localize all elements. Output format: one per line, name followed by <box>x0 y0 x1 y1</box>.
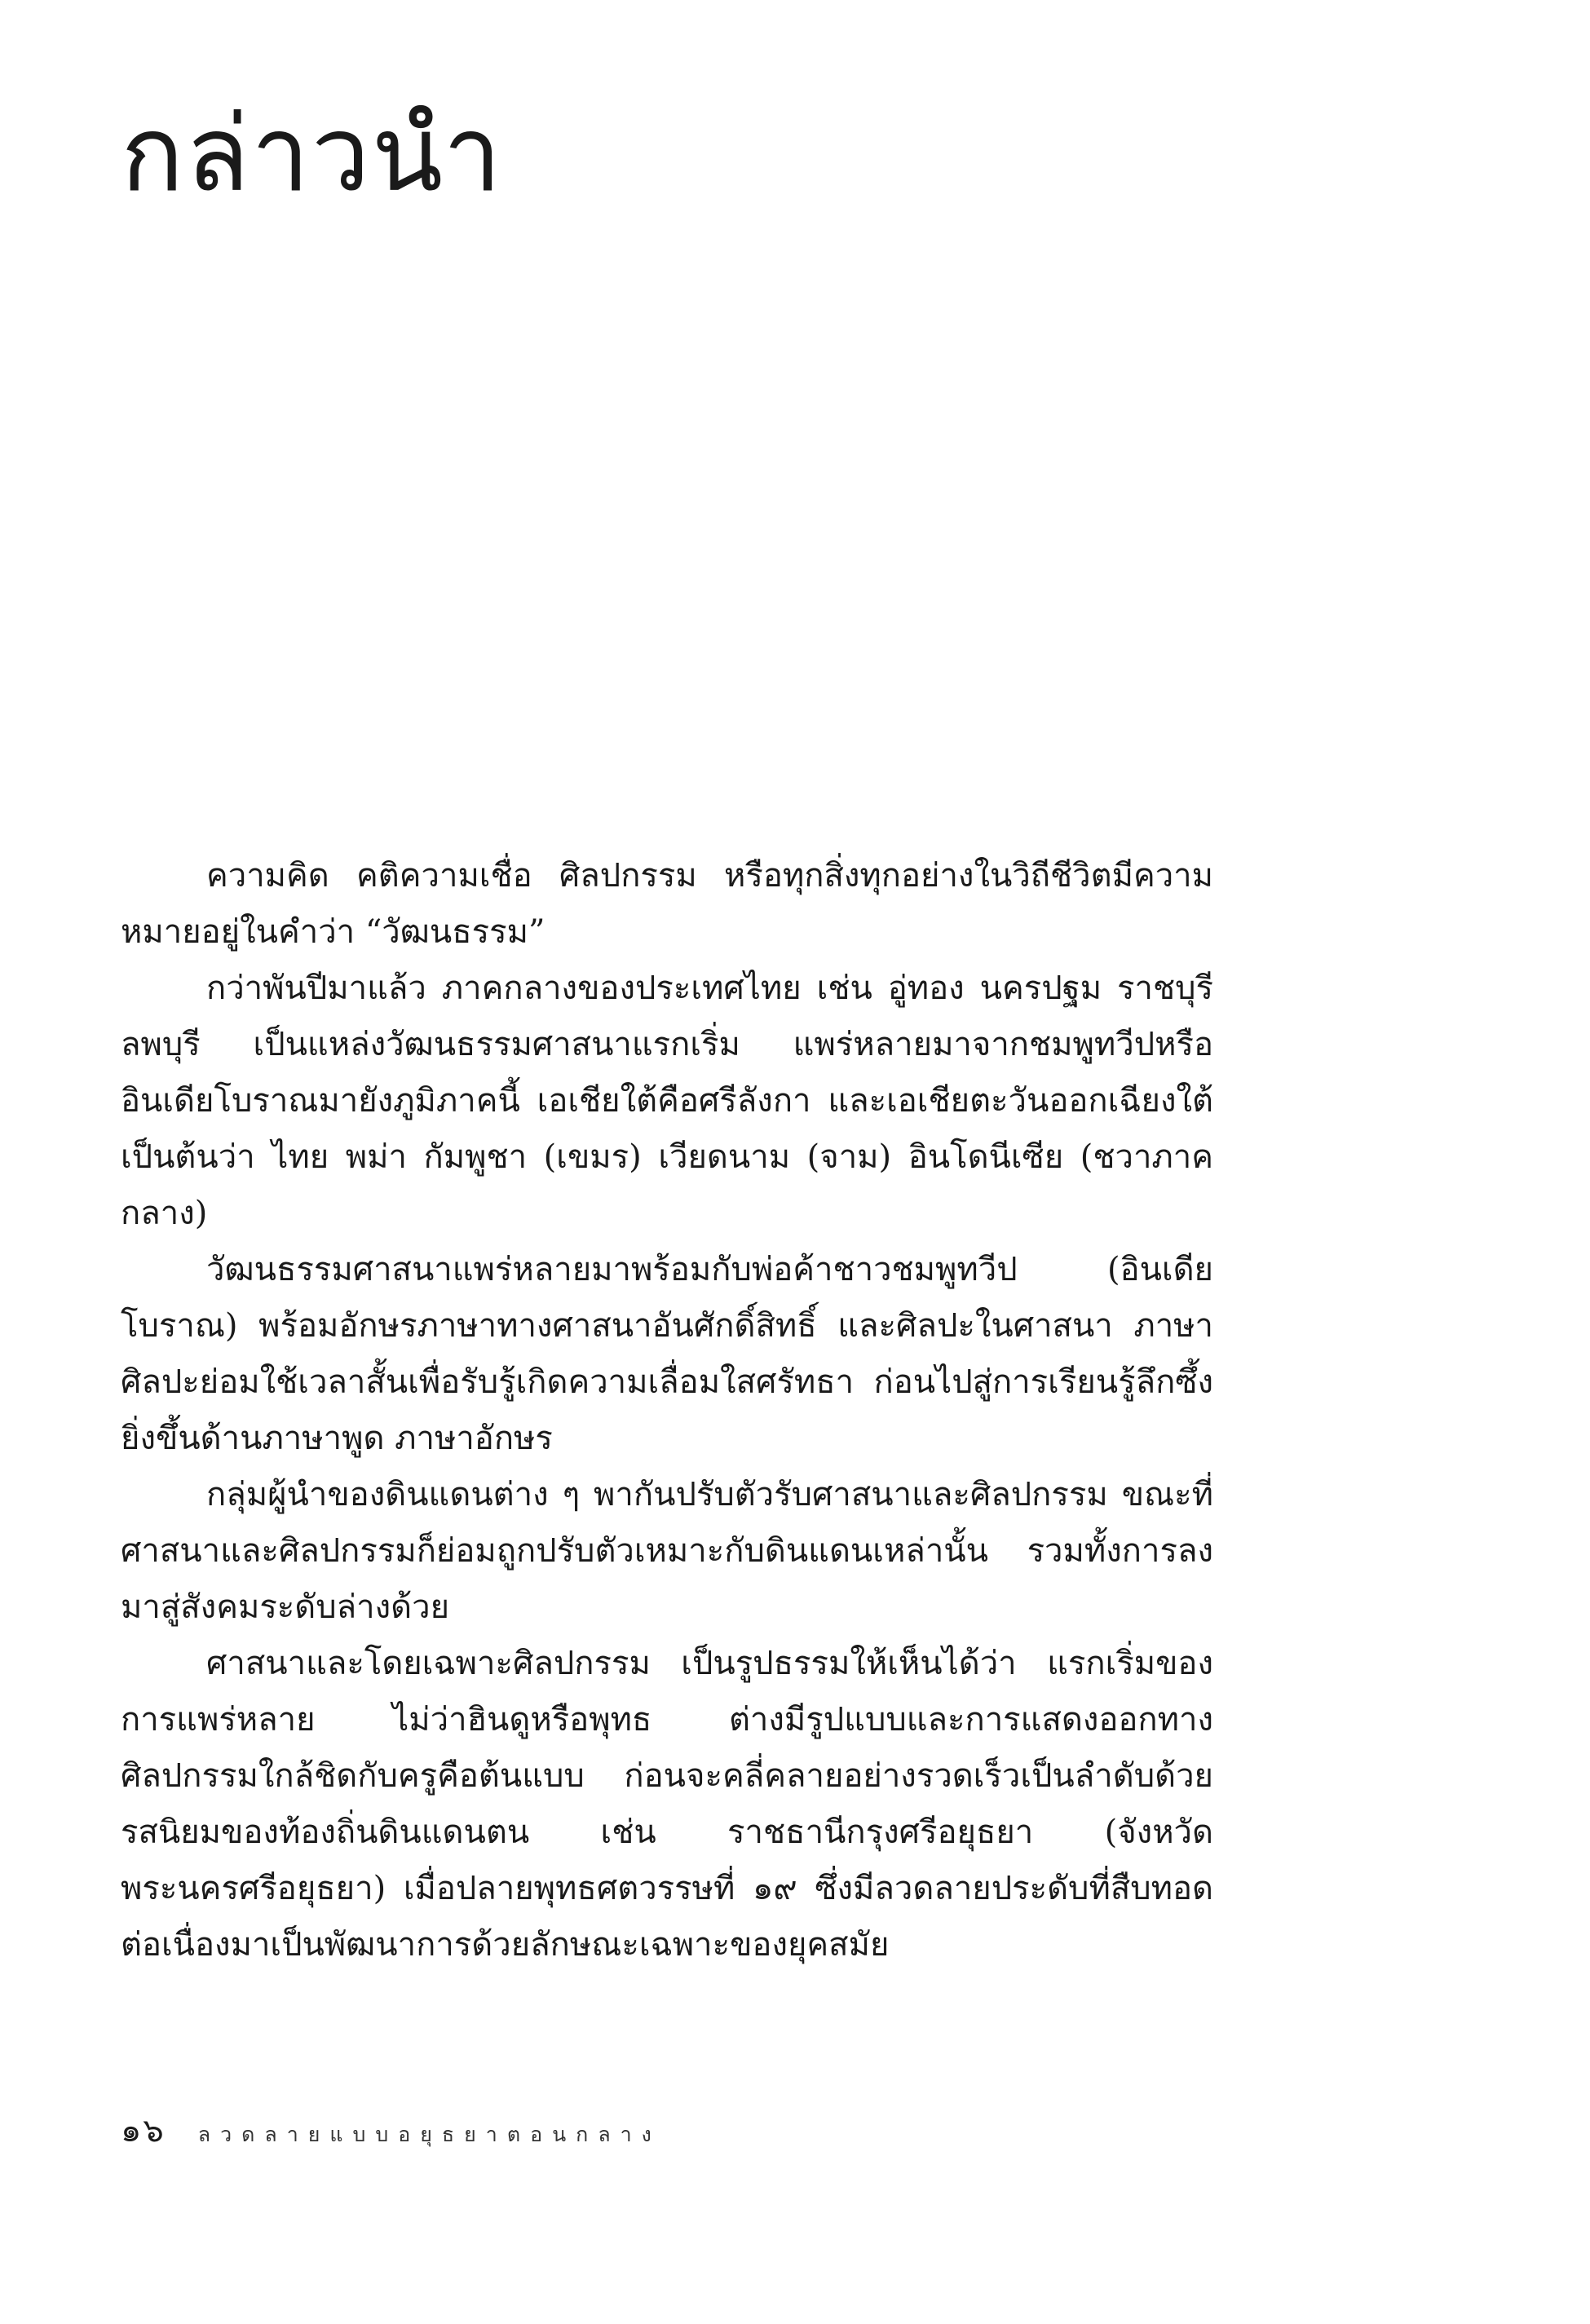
body-text <box>121 848 1213 1973</box>
running-title: ลวดลายแบบอยุธยาตอนกลาง <box>197 2123 661 2146</box>
paragraph: ศาสนาและโดยเฉพาะศิลปกรรม เป็นรูปธรรมให้เห็นได้ว่า แรกเริ่มของการแพร่หลาย ไม่ว่าฮินดูหรือพุทธ ต่างมีรูปแบบและการแสดงออกทางศิลปกรรมใกล้ชิดกับครูคือต้นแบบ ก่อนจะคลี่คลายอย่างรวดเร็วเป็นลำดับด้วยรสนิยมของท้องถิ่นดินแดนตน เช่น ราชธานีกรุงศรีอยุธยา (จังหวัดพระนครศรีอยุธยา) เมื่อปลายพุทธศตวรรษที่ ๑๙ ซึ่งมีลวดลายประดับที่สืบทอดต่อเนื่องมาเป็นพัฒนาการด้วยลักษณะเฉพาะของยุคสมัย <box>121 1645 1213 1964</box>
paragraph: กลุ่มผู้นำของดินแดนต่าง ๆ พากันปรับตัวรับศาสนาและศิลปกรรม ขณะที่ศาสนาและศิลปกรรมก็ย่อมถูกปรับตัวเหมาะกับดินแดนเหล่านั้น รวมทั้งการลงมาสู่สังคมระดับล่างด้วย <box>121 1476 1213 1626</box>
page-number: ๑๖ <box>121 2112 166 2149</box>
paragraph: ความคิด คติความเชื่อ ศิลปกรรม หรือทุกสิ่งทุกอย่างในวิถีชีวิตมีความหมายอยู่ในคำว่า “วัฒนธรรม” <box>121 857 1213 951</box>
paragraph: วัฒนธรรมศาสนาแพร่หลายมาพร้อมกับพ่อค้าชาวชมพูทวีป (อินเดียโบราณ) พร้อมอักษรภาษาทางศาสนาอันศักดิ์สิทธิ์ และศิลปะในศาสนา ภาษาศิลปะย่อมใช้เวลาสั้นเพื่อรับรู้เกิดความเลื่อมใสศรัทธา ก่อนไปสู่การเรียนรู้ลึกซึ้งยิ่งขึ้นด้านภาษาพูด ภาษาอักษร <box>121 1251 1213 1457</box>
page-title: กล่าวนำ <box>121 94 504 215</box>
page-footer <box>121 2104 661 2156</box>
paragraph: กว่าพันปีมาแล้ว ภาคกลางของประเทศไทย เช่น อู่ทอง นครปฐม ราชบุรี ลพบุรี เป็นแหล่งวัฒนธรรมศาสนาแรกเริ่ม แพร่หลายมาจากชมพูทวีปหรืออินเดียโบราณมายังภูมิภาคนี้ เอเชียใต้คือศรีลังกา และเอเชียตะวันออกเฉียงใต้ เป็นต้นว่า ไทย พม่า กัมพูชา (เขมร) เวียดนาม (จาม) อินโดนีเซีย (ชวาภาคกลาง) <box>121 970 1213 1232</box>
